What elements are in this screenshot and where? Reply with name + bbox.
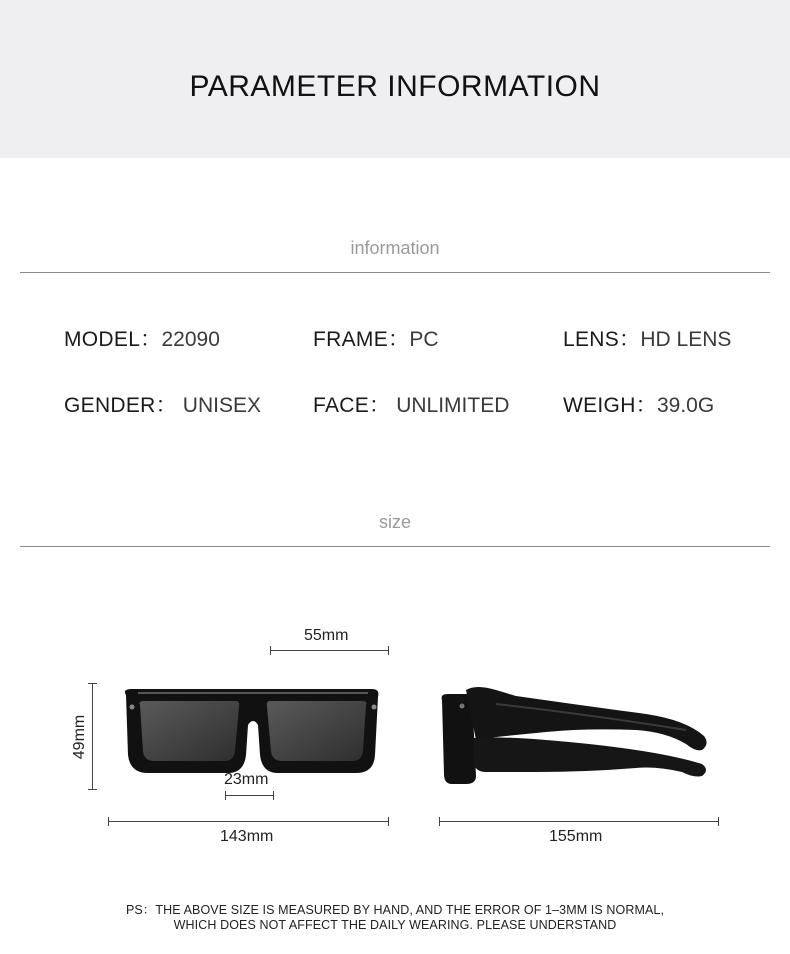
information-section-label: information [350, 238, 440, 258]
spec-face-value: UNLIMITED [390, 394, 510, 417]
temple-length-tick-left [439, 817, 440, 826]
spec-lens-value: HD LENS [640, 328, 732, 351]
spec-gender-value: UNISEX [176, 394, 261, 417]
spec-weight-key: WEIGH： [563, 394, 657, 417]
spec-weight-value: 39.0G [656, 394, 715, 417]
spec-model-value: 22090 [161, 328, 220, 351]
lens-width-tick-right [388, 646, 389, 655]
spec-lens [563, 323, 731, 353]
side-hinge-rivet [460, 704, 465, 709]
size-divider [20, 546, 770, 547]
frame-width-label: 143mm [220, 828, 274, 845]
spec-weight [563, 389, 714, 419]
sunglasses-front-view [118, 685, 388, 785]
spec-gender-key: GENDER： [64, 394, 177, 417]
information-divider [20, 272, 770, 273]
spec-lens-key: LENS： [563, 328, 641, 351]
spec-frame [313, 323, 439, 353]
spec-model-key: MODEL： [64, 328, 162, 351]
spec-frame-value: PC [409, 328, 439, 351]
lens-height-tick-bottom [88, 789, 97, 790]
page-title: PARAMETER INFORMATION [189, 70, 601, 103]
lens-height-label: 49mm [71, 714, 89, 760]
spec-frame-key: FRAME： [313, 328, 410, 351]
temple-length-tick-right [718, 817, 719, 826]
bridge-tick-left [225, 791, 226, 800]
left-hinge-rivet [130, 705, 135, 710]
right-lens [267, 701, 367, 761]
frame-width-tick-left [108, 817, 109, 826]
lens-width-line [270, 650, 388, 651]
spec-face-key: FACE： [313, 394, 391, 417]
right-hinge-rivet [372, 705, 377, 710]
frame-width-line [108, 821, 388, 822]
sunglasses-side-view [436, 680, 716, 790]
header-banner [0, 0, 790, 158]
bridge-tick-right [273, 791, 274, 800]
measurement-note [0, 903, 790, 933]
spec-face [313, 389, 509, 419]
left-lens [140, 701, 240, 761]
temple-lower [474, 737, 706, 776]
temple-length-label: 155mm [549, 828, 603, 845]
spec-model [64, 323, 220, 353]
lens-height-line [92, 683, 93, 789]
spec-gender [64, 389, 261, 419]
bridge-label: 23mm [224, 771, 269, 788]
lens-width-tick-left [270, 646, 271, 655]
lens-height-tick-top [88, 683, 97, 684]
measurement-note-line1: PS：THE ABOVE SIZE IS MEASURED BY HAND, AND THE ERROR OF 1–3MM IS NORMAL, [125, 903, 665, 917]
temple-length-line [439, 821, 718, 822]
measurement-note-line2: WHICH DOES NOT AFFECT THE DAILY WEARING. PLEASE UNDERSTAND [173, 918, 617, 932]
frame-width-tick-right [388, 817, 389, 826]
bridge-line [225, 795, 273, 796]
size-section-label: size [378, 512, 411, 532]
lens-width-label: 55mm [304, 627, 349, 644]
